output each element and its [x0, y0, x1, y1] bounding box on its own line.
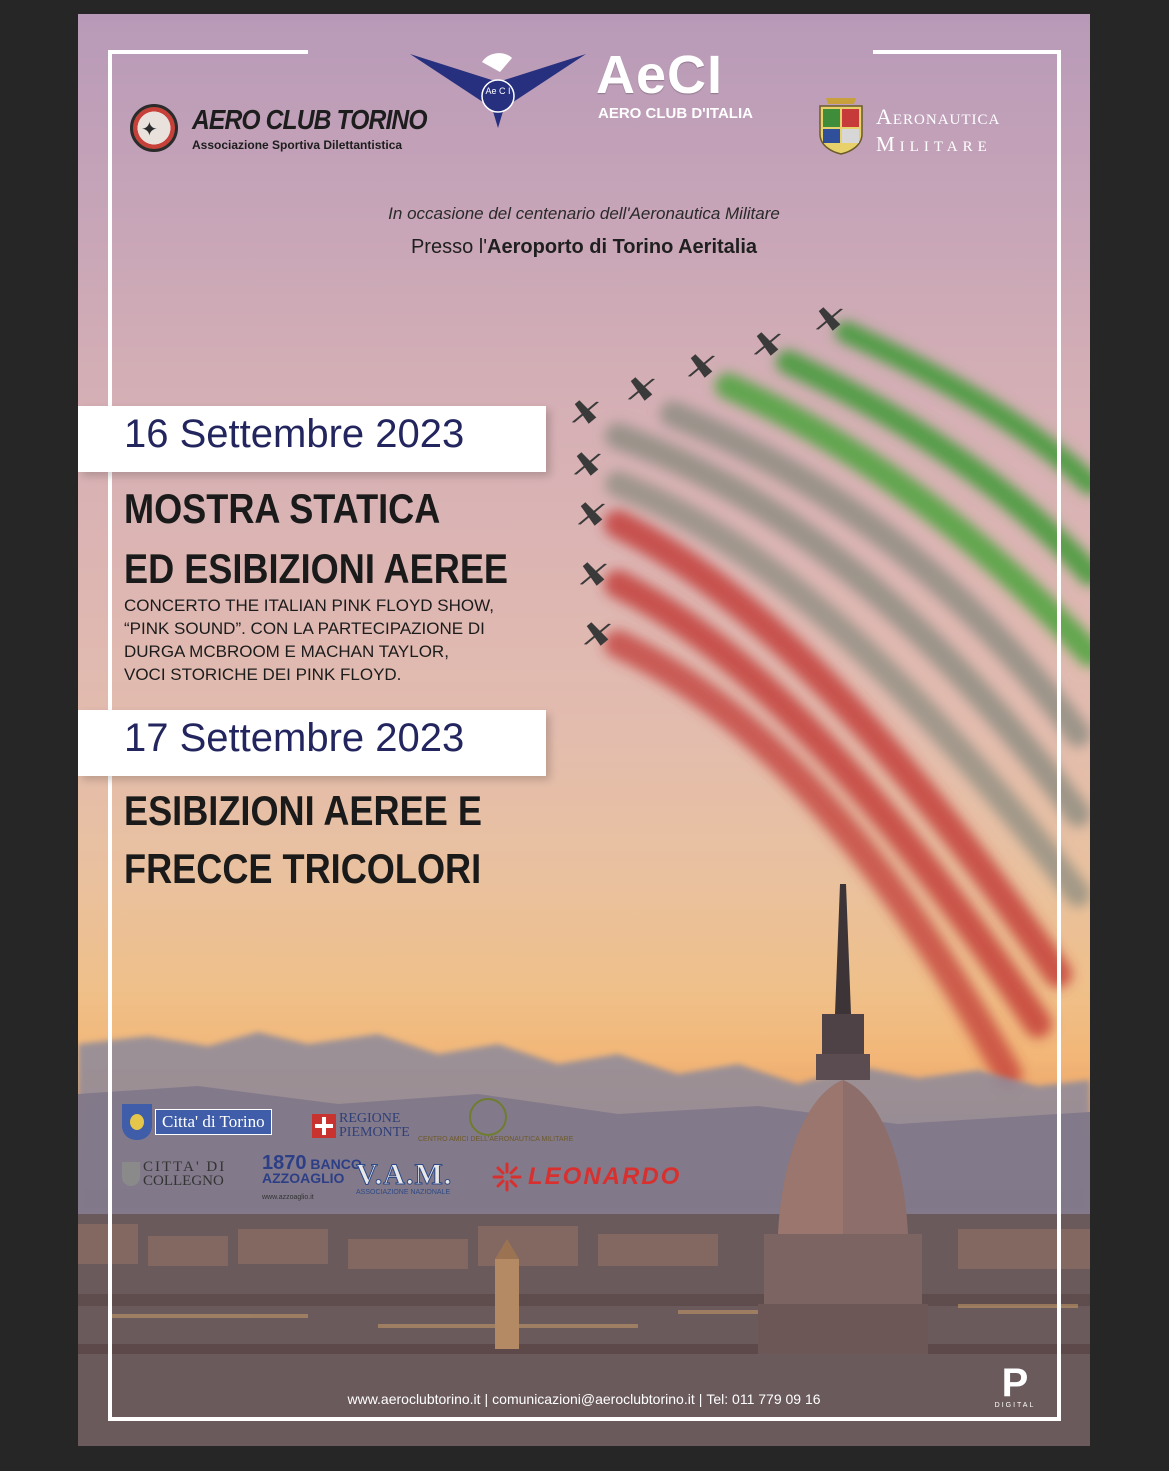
frame-bottom	[108, 1417, 1061, 1421]
brand-word: DIGITAL	[994, 1402, 1036, 1409]
collegno-line2: COLLEGNO	[143, 1173, 224, 1189]
concert-line: CONCERTO THE ITALIAN PINK FLOYD SHOW,	[124, 596, 494, 615]
sponsor-citta-torino	[122, 1104, 272, 1140]
sponsor-centro-amici	[418, 1098, 574, 1143]
venue-line	[78, 236, 1090, 259]
venue-prefix: Presso l'	[410, 236, 488, 258]
city-skyline	[78, 1214, 1090, 1446]
piemonte-line2: PIEMONTE	[339, 1125, 410, 1140]
footer-website[interactable]: www.aeroclubtorino.it	[347, 1391, 481, 1407]
smoke-trails	[618, 332, 1090, 1074]
militare-text: Militare	[876, 132, 992, 156]
concert-details	[124, 594, 494, 686]
frame-top-right	[873, 50, 1061, 54]
aeronautica-militare-logo	[816, 94, 1056, 164]
venue-name: Aeroporto di Torino Aeritalia	[487, 236, 758, 258]
date-day1: 16 Settembre 2023	[124, 412, 465, 456]
brand-letter: P	[1001, 1361, 1029, 1405]
aeronautica-text: Aeronautica	[876, 104, 1001, 129]
eagle-roundel-icon: ✦	[130, 104, 178, 152]
coat-of-arms-icon	[816, 94, 866, 156]
torino-bull-icon	[122, 1104, 152, 1140]
azzoaglio-url: www.azzoaglio.it	[262, 1194, 314, 1201]
sponsor-leonardo	[492, 1162, 681, 1192]
footer-phone: Tel: 011 779 09 16	[706, 1391, 821, 1407]
azzoaglio-year: 1870	[262, 1152, 307, 1174]
sponsor-citta-torino-label: Citta' di Torino	[155, 1109, 272, 1135]
sponsor-vam	[356, 1158, 452, 1196]
centenary-line: In occasione del centenario dell'Aeronautica Militare	[388, 204, 780, 223]
azzoaglio-label	[262, 1152, 362, 1186]
digital-brand-mark	[990, 1361, 1040, 1409]
day2-headline-line2: FRECCE TRICOLORI	[124, 845, 482, 892]
aero-club-torino-name: AERO CLUB TORINO	[192, 104, 427, 135]
azzoaglio-line2: AZZOAGLIO	[262, 1170, 345, 1186]
aero-club-torino-logo	[130, 102, 427, 162]
contact-footer: www.aeroclubtorino.it | comunicazioni@aeroclubtorino.it | Tel: 011 779 09 16	[347, 1391, 821, 1407]
date-day2: 17 Settembre 2023	[124, 716, 465, 760]
piemonte-cross-icon	[312, 1114, 336, 1138]
concert-line: DURGA MCBROOM E MACHAN TAYLOR,	[124, 642, 449, 661]
sponsor-banco-azzoaglio	[262, 1152, 362, 1201]
concert-line: “PINK SOUND”. CON LA PARTECIPAZIONE DI	[124, 619, 485, 638]
sponsor-regione-piemonte	[312, 1112, 410, 1140]
concert-line: VOCI STORICHE DEI PINK FLOYD.	[124, 665, 402, 684]
bell-tower	[495, 1239, 519, 1349]
day2-headline-line1: ESIBIZIONI AEREE E	[124, 787, 482, 834]
collegno-label	[143, 1160, 226, 1188]
aeci-wings-icon	[408, 48, 598, 138]
leonardo-label: LEONARDO	[528, 1163, 682, 1190]
leonardo-star-icon	[492, 1162, 522, 1192]
frame-top-left	[108, 50, 308, 54]
collegno-line1: CITTA' DI	[143, 1159, 227, 1175]
day1-headline-line1: MOSTRA STATICA	[124, 485, 441, 532]
vam-label: V.A.M.	[356, 1158, 453, 1191]
vam-subtitle: ASSOCIAZIONE NAZIONALE	[356, 1189, 451, 1196]
date-banner-day1	[78, 406, 546, 472]
centro-emblem-icon	[469, 1098, 507, 1136]
aeci-initials: AeCI	[596, 45, 724, 105]
collegno-shield-icon	[122, 1162, 140, 1186]
sponsor-citta-collegno	[122, 1160, 226, 1188]
aeci-emblem-letters: Ae C I	[485, 86, 511, 96]
date-banner-day2	[78, 710, 546, 776]
sponsor-piemonte-label	[339, 1112, 410, 1140]
azzoaglio-line1: BANCO	[310, 1156, 362, 1172]
footer-email[interactable]: comunicazioni@aeroclubtorino.it	[492, 1391, 695, 1407]
piemonte-line1: REGIONE	[339, 1111, 401, 1126]
event-poster	[78, 14, 1090, 1446]
aeci-subtitle: AERO CLUB D'ITALIA	[598, 105, 753, 122]
centro-label: CENTRO AMICI DELL'AERONAUTICA MILITARE	[418, 1136, 574, 1143]
day1-headline-line2: ED ESIBIZIONI AEREE	[124, 545, 509, 592]
aero-club-torino-subtitle: Associazione Sportiva Dilettantistica	[192, 138, 403, 152]
aeci-logo	[408, 45, 768, 148]
